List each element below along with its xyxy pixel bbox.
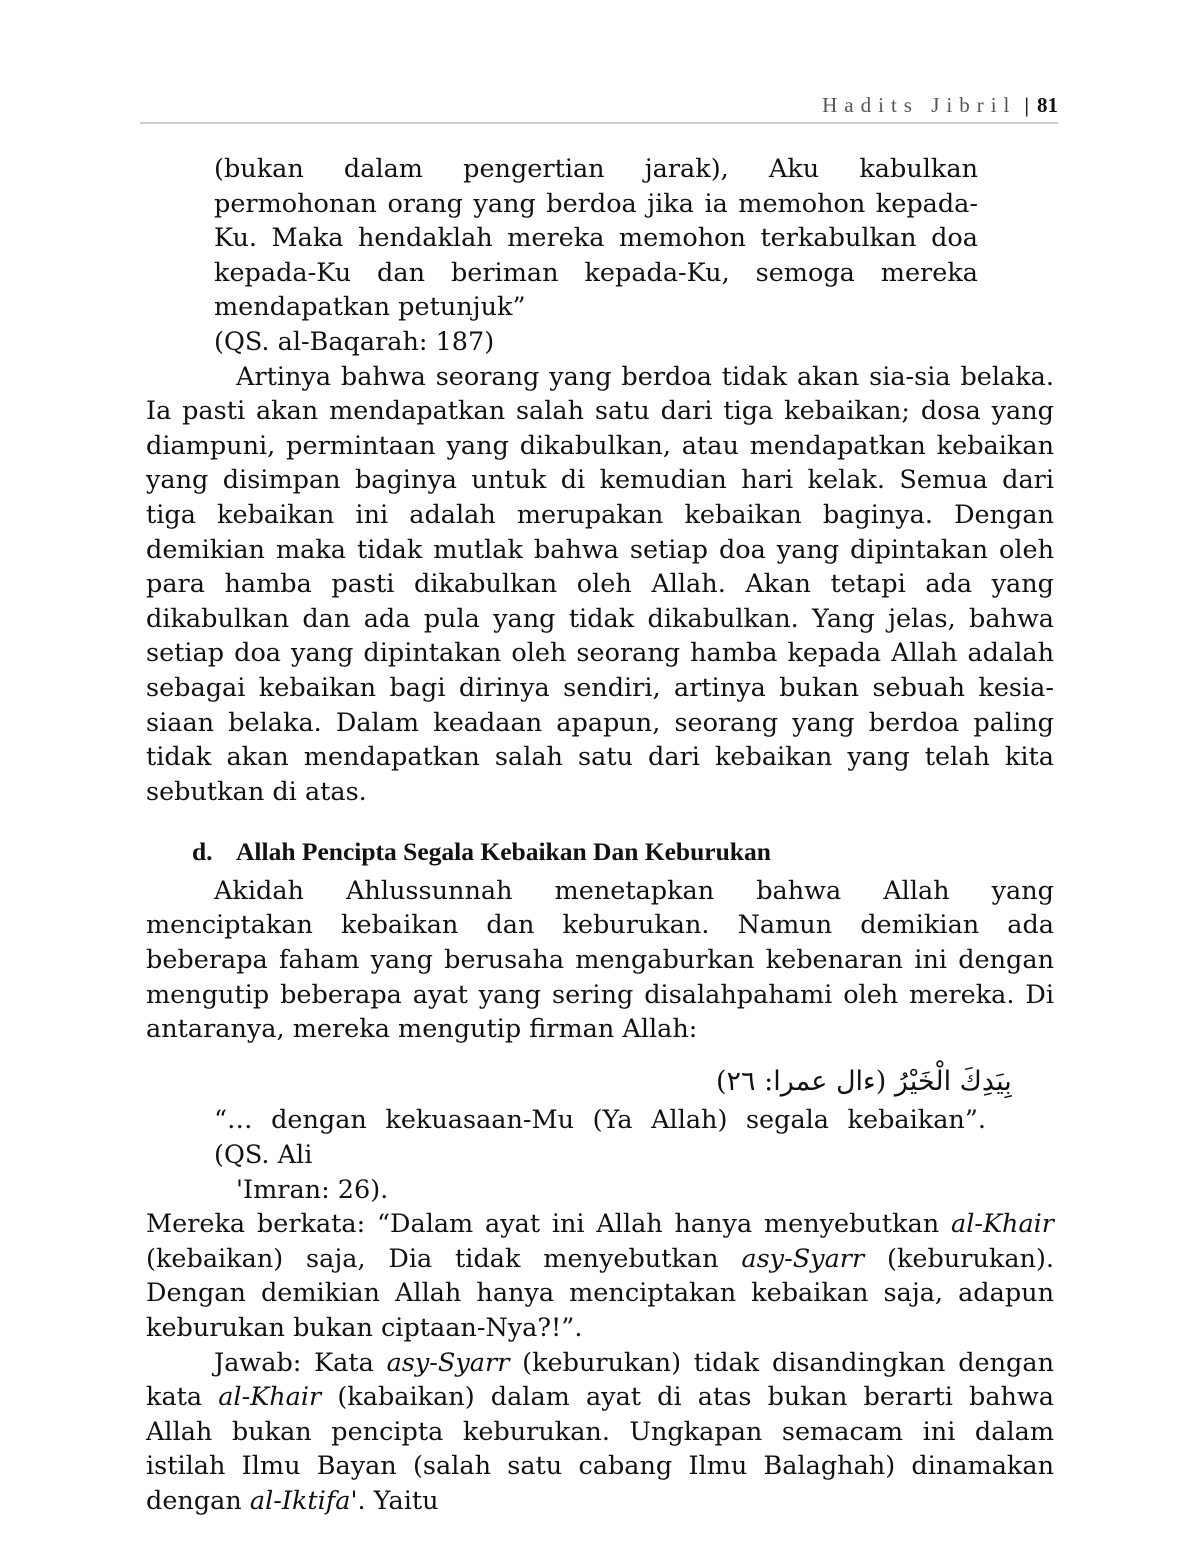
p4-text-1: Jawab: Kata [214,1347,387,1378]
verse-translation-line-1: “… dengan kekuasaan-Mu (Ya Allah) segala kebaikan”. (QS. Ali [214,1105,986,1171]
p3-term-al-khair: al-Khair [951,1209,1054,1240]
quran-translation-quote: (bukan dalam pengertian jarak), Aku kabulkan permohonan orang yang berdoa jika ia memohon kepada-Ku. Maka hendaklah mereka memohon terkabulkan doa kepada-Ku dan beriman kepada-Ku, semoga mereka mendapatkan petunjuk” [214,154,978,323]
section-number: d. [192,837,213,867]
p4-text-4: . Yaitu [357,1485,439,1516]
running-header [140,88,1058,124]
paragraph-1: Artinya bahwa seorang yang berdoa tidak akan sia-sia belaka. Ia pasti akan mendapatkan salah satu dari tiga kebaikan; dosa yang diampuni, permintaan yang dikabulkan, atau mendapatkan kebaikan yang disimpan baginya untuk di kemudian hari kelak. Semua dari tiga kebaikan ini adalah merupakan kebaikan baginya. Dengan demikian maka tidak mutlak bahwa setiap doa yang dipintakan oleh para hamba pasti dikabulkan oleh Allah. Akan tetapi ada yang dikabulkan dan ada pula yang tidak dikabulkan. Yang jelas, bahwa setiap doa yang dipintakan oleh seorang hamba kepada Allah adalah sebagai kebaikan bagi dirinya sendiri, artinya bukan sebuah kesia-siaan belaka. Dalam keadaan apapun, seorang yang berdoa paling tidak akan mendapatkan salah satu dari kebaikan yang telah kita sebutkan di atas. [146,361,1054,807]
p3-term-asy-syarr: asy-Syarr [741,1243,865,1274]
section-title: Allah Pencipta Segala Kebaikan Dan Keburukan [236,837,771,867]
verse-translation-line-2: 'Imran: 26). [236,1174,389,1205]
p4-term-al-khair: al-Khair [218,1382,322,1413]
paragraph-2: Akidah Ahlussunnah menetapkan bahwa Allah yang menciptakan kebaikan dan keburukan. Namun demikian ada beberapa faham yang berusaha mengaburkan kebenaran ini dengan mengutip beberapa ayat yang sering disalahpahami oleh mereka. Di antaranya, mereka mengutip firman Allah: [146,875,1054,1045]
p3-text-2: (kebaikan) saja, Dia tidak menyebutkan [146,1243,742,1274]
p4-text-3: (kabaikan) dalam ayat di atas bukan berarti bahwa Allah bukan pencipta keburukan. Ungkapan semacam ini dalam istilah Ilmu Bayan (salah satu cabang Ilmu Balaghah) dinamakan dengan [146,1382,1055,1516]
header-separator: | [1024,92,1029,117]
quote-reference: (QS. al-Baqarah: 187) [214,326,495,357]
section-heading [192,835,1054,870]
arabic-verse: بِيَدِكَ الْخَيْرُ (ءال عمرا: ٢٦) [716,1065,1012,1097]
p4-text-2: (keburukan) tidak disandingkan dengan kata [146,1347,1054,1413]
page-body [146,152,1054,1519]
paragraph-3 [146,1207,1054,1345]
paragraph-4 [146,1346,1054,1519]
book-title: Hadits Jibril [822,92,1017,117]
p3-text-3: (keburukan). Dengan demikian Allah hanya menciptakan kebaikan saja, adapun keburukan bukan ciptaan-Nya?!”. [146,1243,1054,1343]
p3-text-1: Mereka berkata: “Dalam ayat ini Allah hanya menyebutkan [146,1209,951,1240]
p4-term-al-iktifa: al-Iktifa' [249,1485,358,1516]
page-number: 81 [1037,92,1058,117]
p4-term-asy-syarr: asy-Syarr [386,1347,510,1378]
